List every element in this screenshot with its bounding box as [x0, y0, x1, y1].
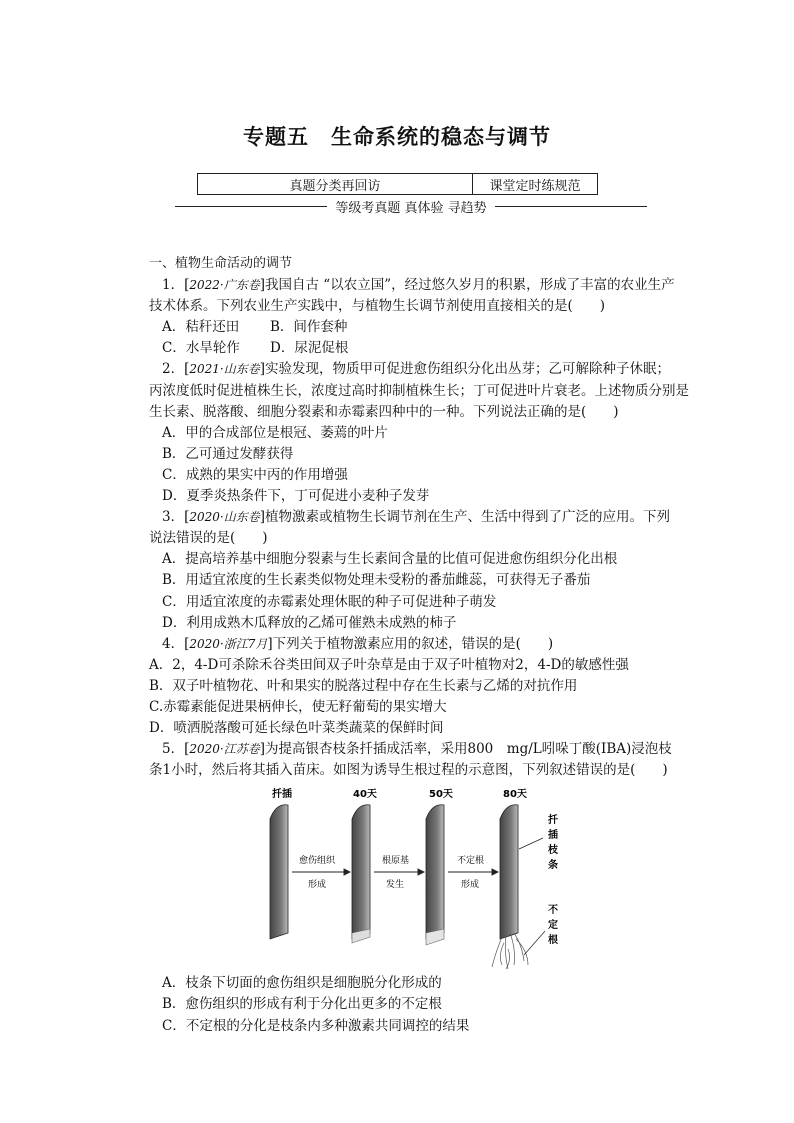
- arrow-1-label-b: 形成: [308, 880, 327, 891]
- arrow-2-label-a: 根原基: [382, 856, 410, 867]
- option-2c[interactable]: C．成熟的果实中丙的作用增强: [162, 466, 348, 483]
- option-1d[interactable]: D．尿泥促根: [270, 340, 349, 357]
- stage-label-2: 50天: [429, 789, 453, 801]
- subtitle: 等级考真题 真体验 寻趋势: [335, 200, 487, 216]
- question-5-line2: 条1小时，然后将其插入苗床。如图为诱导生根过程的示意图，下列叙述错误的是( ): [149, 762, 668, 779]
- cutting-stem-0: [270, 805, 288, 939]
- option-5c[interactable]: C．不定根的分化是枝条内多种激素共同调控的结果: [162, 1017, 470, 1034]
- question-content: [149, 253, 689, 1037]
- cutting-stem-2: [426, 805, 444, 939]
- question-5-year: 2020·: [189, 742, 224, 757]
- question-1-line: 1．[2022·广东卷]我国自古 “以农立国”，经过悠久岁月的积累，形成了丰富的农业生产: [162, 277, 675, 294]
- label-adventitious-root: [548, 903, 558, 946]
- arrow-1-label-a: 愈伤组织: [299, 856, 336, 867]
- question-3-source: 山东卷: [223, 510, 260, 525]
- title-topic: 专题五: [243, 125, 309, 149]
- option-3c[interactable]: C．用适宜浓度的赤霉素处理休眠的种子可促进种子萌发: [162, 593, 497, 610]
- tab-bar: [197, 173, 598, 195]
- leader-line-cutting: [519, 838, 543, 849]
- question-1-options-cd: [149, 338, 679, 359]
- label-root-char-2: 定: [548, 920, 558, 932]
- option-1b[interactable]: B．间作套种: [270, 319, 348, 336]
- option-4a[interactable]: A．2，4-D可杀除禾谷类田间双子叶杂草是由于双子叶植物对2，4-D的敏感性强: [149, 656, 629, 673]
- question-1-options-ab: [149, 317, 679, 338]
- option-2d[interactable]: D．夏季炎热条件下，丁可促进小麦种子发芽: [162, 488, 430, 505]
- stage-label-0: 扦插: [272, 789, 292, 801]
- question-5-line: 5．[2020·江苏卷]为提高银杏枝条扦插成活率，采用800 mg/L吲哚丁酸(IBA)浸泡枝: [162, 741, 672, 758]
- arrow-2-label-b: 发生: [386, 880, 405, 891]
- question-3-line2: 说法错误的是( ): [149, 530, 268, 547]
- question-3-line: 3．[2020·山东卷]植物激素或植物生长调节剂在生产、生活中得到了广泛的应用。下列: [162, 509, 671, 526]
- question-4-line: 4．[2020·浙江7月]下列关于植物激素应用的叙述，错误的是( ): [162, 635, 554, 652]
- arrow-3-label-a: 不定根: [457, 856, 485, 867]
- stage-label-3: 80天: [503, 789, 527, 801]
- label-cutting-char-2: 插: [548, 830, 558, 842]
- subtitle-bar: [175, 198, 647, 214]
- option-4b[interactable]: B．双子叶植物花、叶和果实的脱落过程中存在生长素与乙烯的对抗作用: [149, 677, 578, 694]
- label-cutting-branch: [548, 813, 558, 871]
- arrow-3-label-b: 形成: [461, 880, 480, 891]
- rooting-diagram-svg: [266, 783, 596, 971]
- option-1a[interactable]: A．秸秆还田: [162, 319, 240, 336]
- divider-right: [495, 206, 647, 207]
- question-1-year: 2022·: [189, 278, 224, 293]
- divider-left: [175, 206, 327, 207]
- label-cutting-char-4: 条: [548, 860, 558, 872]
- stage-label-1: 40天: [353, 789, 377, 801]
- question-4-year: 2020·: [189, 636, 224, 651]
- option-5a[interactable]: A．枝条下切面的愈伤组织是细胞脱分化形成的: [162, 975, 442, 992]
- option-3b[interactable]: B．用适宜浓度的生长素类似物处理未受粉的番茄雌蕊，可获得无子番茄: [162, 572, 591, 589]
- question-2-line2: 丙浓度低时促进植株生长，浓度过高时抑制植株生长；丁可促进叶片衰老。上述物质分别是: [149, 382, 689, 399]
- rooting-diagram: [149, 781, 679, 973]
- option-4d[interactable]: D．喷洒脱落酸可延长绿色叶菜类蔬菜的保鲜时间: [149, 720, 444, 737]
- option-3a[interactable]: A．提高培养基中细胞分裂素与生长素间含量的比值可促进愈伤组织分化出根: [162, 551, 618, 568]
- option-3d[interactable]: D．利用成熟木瓜释放的乙烯可催熟未成熟的柿子: [162, 614, 457, 631]
- option-2a[interactable]: A．甲的合成部位是根冠、萎蔫的叶片: [162, 424, 388, 441]
- question-1-line2: 技术体系。下列农业生产实践中，与植物生长调节剂使用直接相关的是( ): [149, 298, 606, 315]
- question-2-line3: 生长素、脱落酸、细胞分裂素和赤霉素四种中的一种。下列说法正确的是( ): [149, 403, 619, 420]
- tab-review[interactable]: 真题分类再回访: [198, 174, 473, 194]
- question-4-source: 浙江7月: [223, 636, 268, 651]
- option-5b[interactable]: B．愈伤组织的形成有利于分化出更多的不定根: [162, 996, 442, 1013]
- cutting-stem-1: [352, 805, 370, 939]
- cutting-stem-3: [500, 805, 518, 939]
- label-cutting-char-3: 枝: [548, 845, 558, 857]
- label-cutting-char-1: 扦: [548, 815, 558, 827]
- title-subject: 生命系统的稳态与调节: [331, 125, 551, 149]
- label-root-char-1: 不: [548, 905, 558, 917]
- page-title: [0, 121, 794, 151]
- option-2b[interactable]: B．乙可通过发酵获得: [162, 445, 294, 462]
- tab-practice[interactable]: 课堂定时练规范: [489, 178, 581, 194]
- question-2-source: 山东卷: [223, 362, 260, 377]
- option-4c[interactable]: C.赤霉素能促进果柄伸长，使无籽葡萄的果实增大: [149, 698, 447, 715]
- section-heading: 一、植物生命活动的调节: [149, 256, 293, 271]
- label-root-char-3: 根: [548, 935, 558, 947]
- option-1c[interactable]: C．水旱轮作: [162, 340, 240, 357]
- question-5-source: 江苏卷: [223, 742, 260, 757]
- process-arrows: [292, 869, 498, 875]
- question-3-year: 2020·: [189, 510, 224, 525]
- question-1-source: 广东卷: [223, 278, 260, 293]
- leader-line-root: [524, 931, 545, 955]
- question-2-year: 2021·: [189, 362, 224, 377]
- adventitious-roots: [492, 933, 528, 969]
- question-2-line: 2．[2021·山东卷]实验发现，物质甲可促进愈伤组织分化出丛芽；乙可解除种子休眠；: [162, 361, 671, 378]
